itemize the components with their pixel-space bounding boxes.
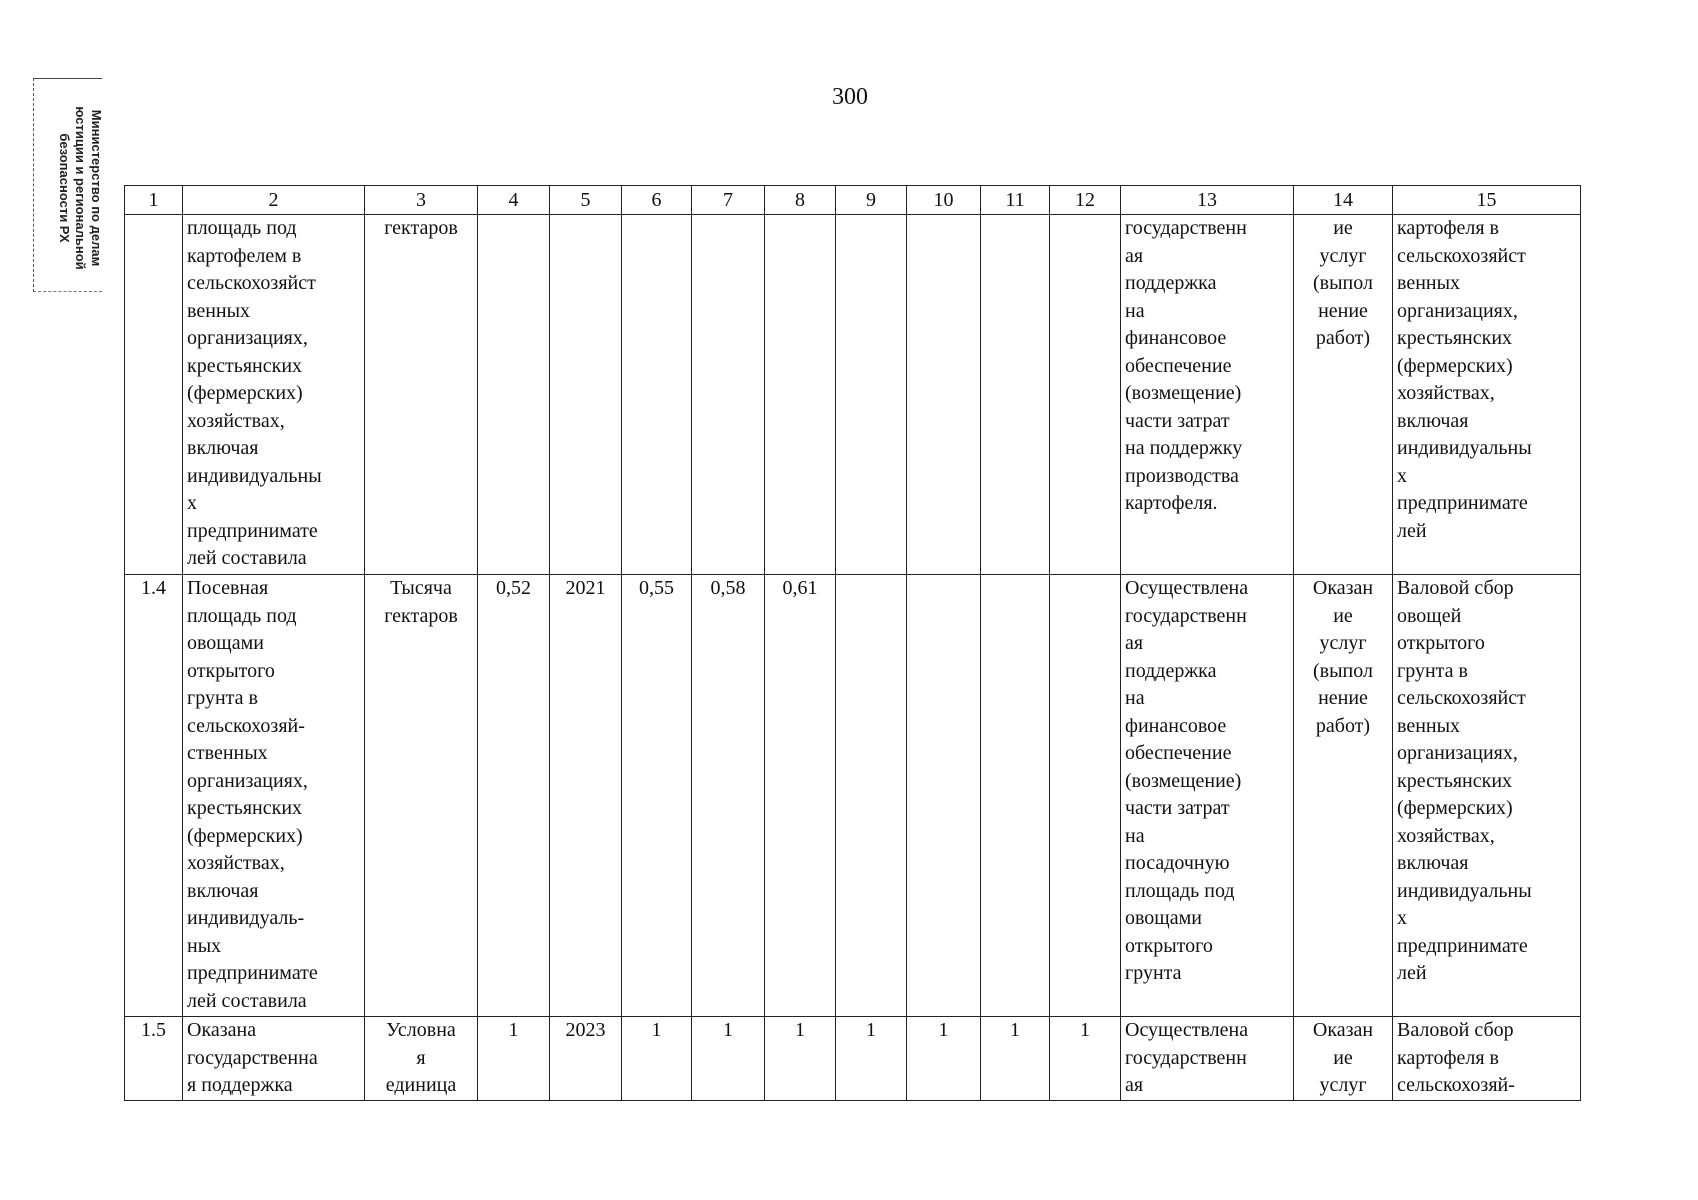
measure-type: ие услуг (выпол нение работ) [1294, 215, 1393, 575]
column-header: 7 [692, 186, 765, 215]
value-col-6: 1 [622, 1017, 692, 1101]
value-col-10 [907, 215, 981, 575]
measure-description: Осуществлена государственн ая поддержка на финансовое обеспечение (возмещение) части затрат на посадочную площадь под овощами открытого грунта [1121, 575, 1294, 1017]
column-header: 8 [765, 186, 836, 215]
stamp-line-3: безопасности РХ [57, 133, 72, 243]
measure-description: государственн ая поддержка на финансовое обеспечение (возмещение) части затрат на поддержку производства картофеля. [1121, 215, 1294, 575]
value-col-10 [907, 575, 981, 1017]
value-col-11: 1 [981, 1017, 1050, 1101]
column-number-row [125, 186, 1581, 215]
row-number: 1.5 [125, 1017, 183, 1101]
value-col-6: 0,55 [622, 575, 692, 1017]
measure-type: Оказан ие услуг [1294, 1017, 1393, 1101]
base-year [550, 215, 622, 575]
row-number: 1.4 [125, 575, 183, 1017]
column-header: 5 [550, 186, 622, 215]
column-header: 6 [622, 186, 692, 215]
column-header: 10 [907, 186, 981, 215]
table-row [125, 215, 1581, 575]
value-col-9 [836, 215, 907, 575]
column-header: 3 [365, 186, 478, 215]
column-header: 14 [1294, 186, 1393, 215]
base-year: 2021 [550, 575, 622, 1017]
registration-stamp-text [56, 88, 104, 288]
column-header: 4 [478, 186, 550, 215]
value-col-8: 0,61 [765, 575, 836, 1017]
result-description: Валовой сбор картофеля в сельскохозяй- [1393, 1017, 1581, 1101]
stamp-line-2: юстиции и региональной [73, 106, 88, 270]
measure-type: Оказан ие услуг (выпол нение работ) [1294, 575, 1393, 1017]
value-col-9 [836, 575, 907, 1017]
value-col-6 [622, 215, 692, 575]
value-col-11 [981, 575, 1050, 1017]
value-col-12 [1050, 575, 1121, 1017]
column-header: 13 [1121, 186, 1294, 215]
indicator-name: Оказана государственна я поддержка [183, 1017, 365, 1101]
column-header: 12 [1050, 186, 1121, 215]
value-col-12 [1050, 215, 1121, 575]
column-header: 9 [836, 186, 907, 215]
base-value: 0,52 [478, 575, 550, 1017]
value-col-7 [692, 215, 765, 575]
result-description: картофеля в сельскохозяйст венных организациях, крестьянских (фермерских) хозяйствах, включая индивидуальны х предпринимате лей [1393, 215, 1581, 575]
row-number [125, 215, 183, 575]
table-row [125, 575, 1581, 1017]
table-row [125, 1017, 1581, 1101]
unit-of-measure: Тысяча гектаров [365, 575, 478, 1017]
page-number: 300 [832, 84, 868, 110]
indicator-name: Посевная площадь под овощами открытого грунта в сельскохозяй- ственных организациях, крестьянских (фермерских) хозяйствах, включая индивидуаль- ных предпринимате лей составила [183, 575, 365, 1017]
value-col-10: 1 [907, 1017, 981, 1101]
unit-of-measure: Условна я единица [365, 1017, 478, 1101]
measure-description: Осуществлена государственн ая [1121, 1017, 1294, 1101]
column-header: 15 [1393, 186, 1581, 215]
value-col-7: 1 [692, 1017, 765, 1101]
stamp-line-1: Министерство по делам [89, 109, 104, 267]
result-description: Валовой сбор овощей открытого грунта в сельскохозяйст венных организациях, крестьянских (фермерских) хозяйствах, включая индивидуальны х предпринимате лей [1393, 575, 1581, 1017]
base-value [478, 215, 550, 575]
unit-of-measure: гектаров [365, 215, 478, 575]
value-col-8: 1 [765, 1017, 836, 1101]
value-col-11 [981, 215, 1050, 575]
indicator-name: площадь под картофелем в сельскохозяйст венных организациях, крестьянских (фермерских) хозяйствах, включая индивидуальны х предпринимате лей составила [183, 215, 365, 575]
value-col-9: 1 [836, 1017, 907, 1101]
base-value: 1 [478, 1017, 550, 1101]
value-col-12: 1 [1050, 1017, 1121, 1101]
indicators-table [124, 185, 1581, 1101]
base-year: 2023 [550, 1017, 622, 1101]
column-header: 2 [183, 186, 365, 215]
column-header: 1 [125, 186, 183, 215]
column-header: 11 [981, 186, 1050, 215]
value-col-8 [765, 215, 836, 575]
value-col-7: 0,58 [692, 575, 765, 1017]
